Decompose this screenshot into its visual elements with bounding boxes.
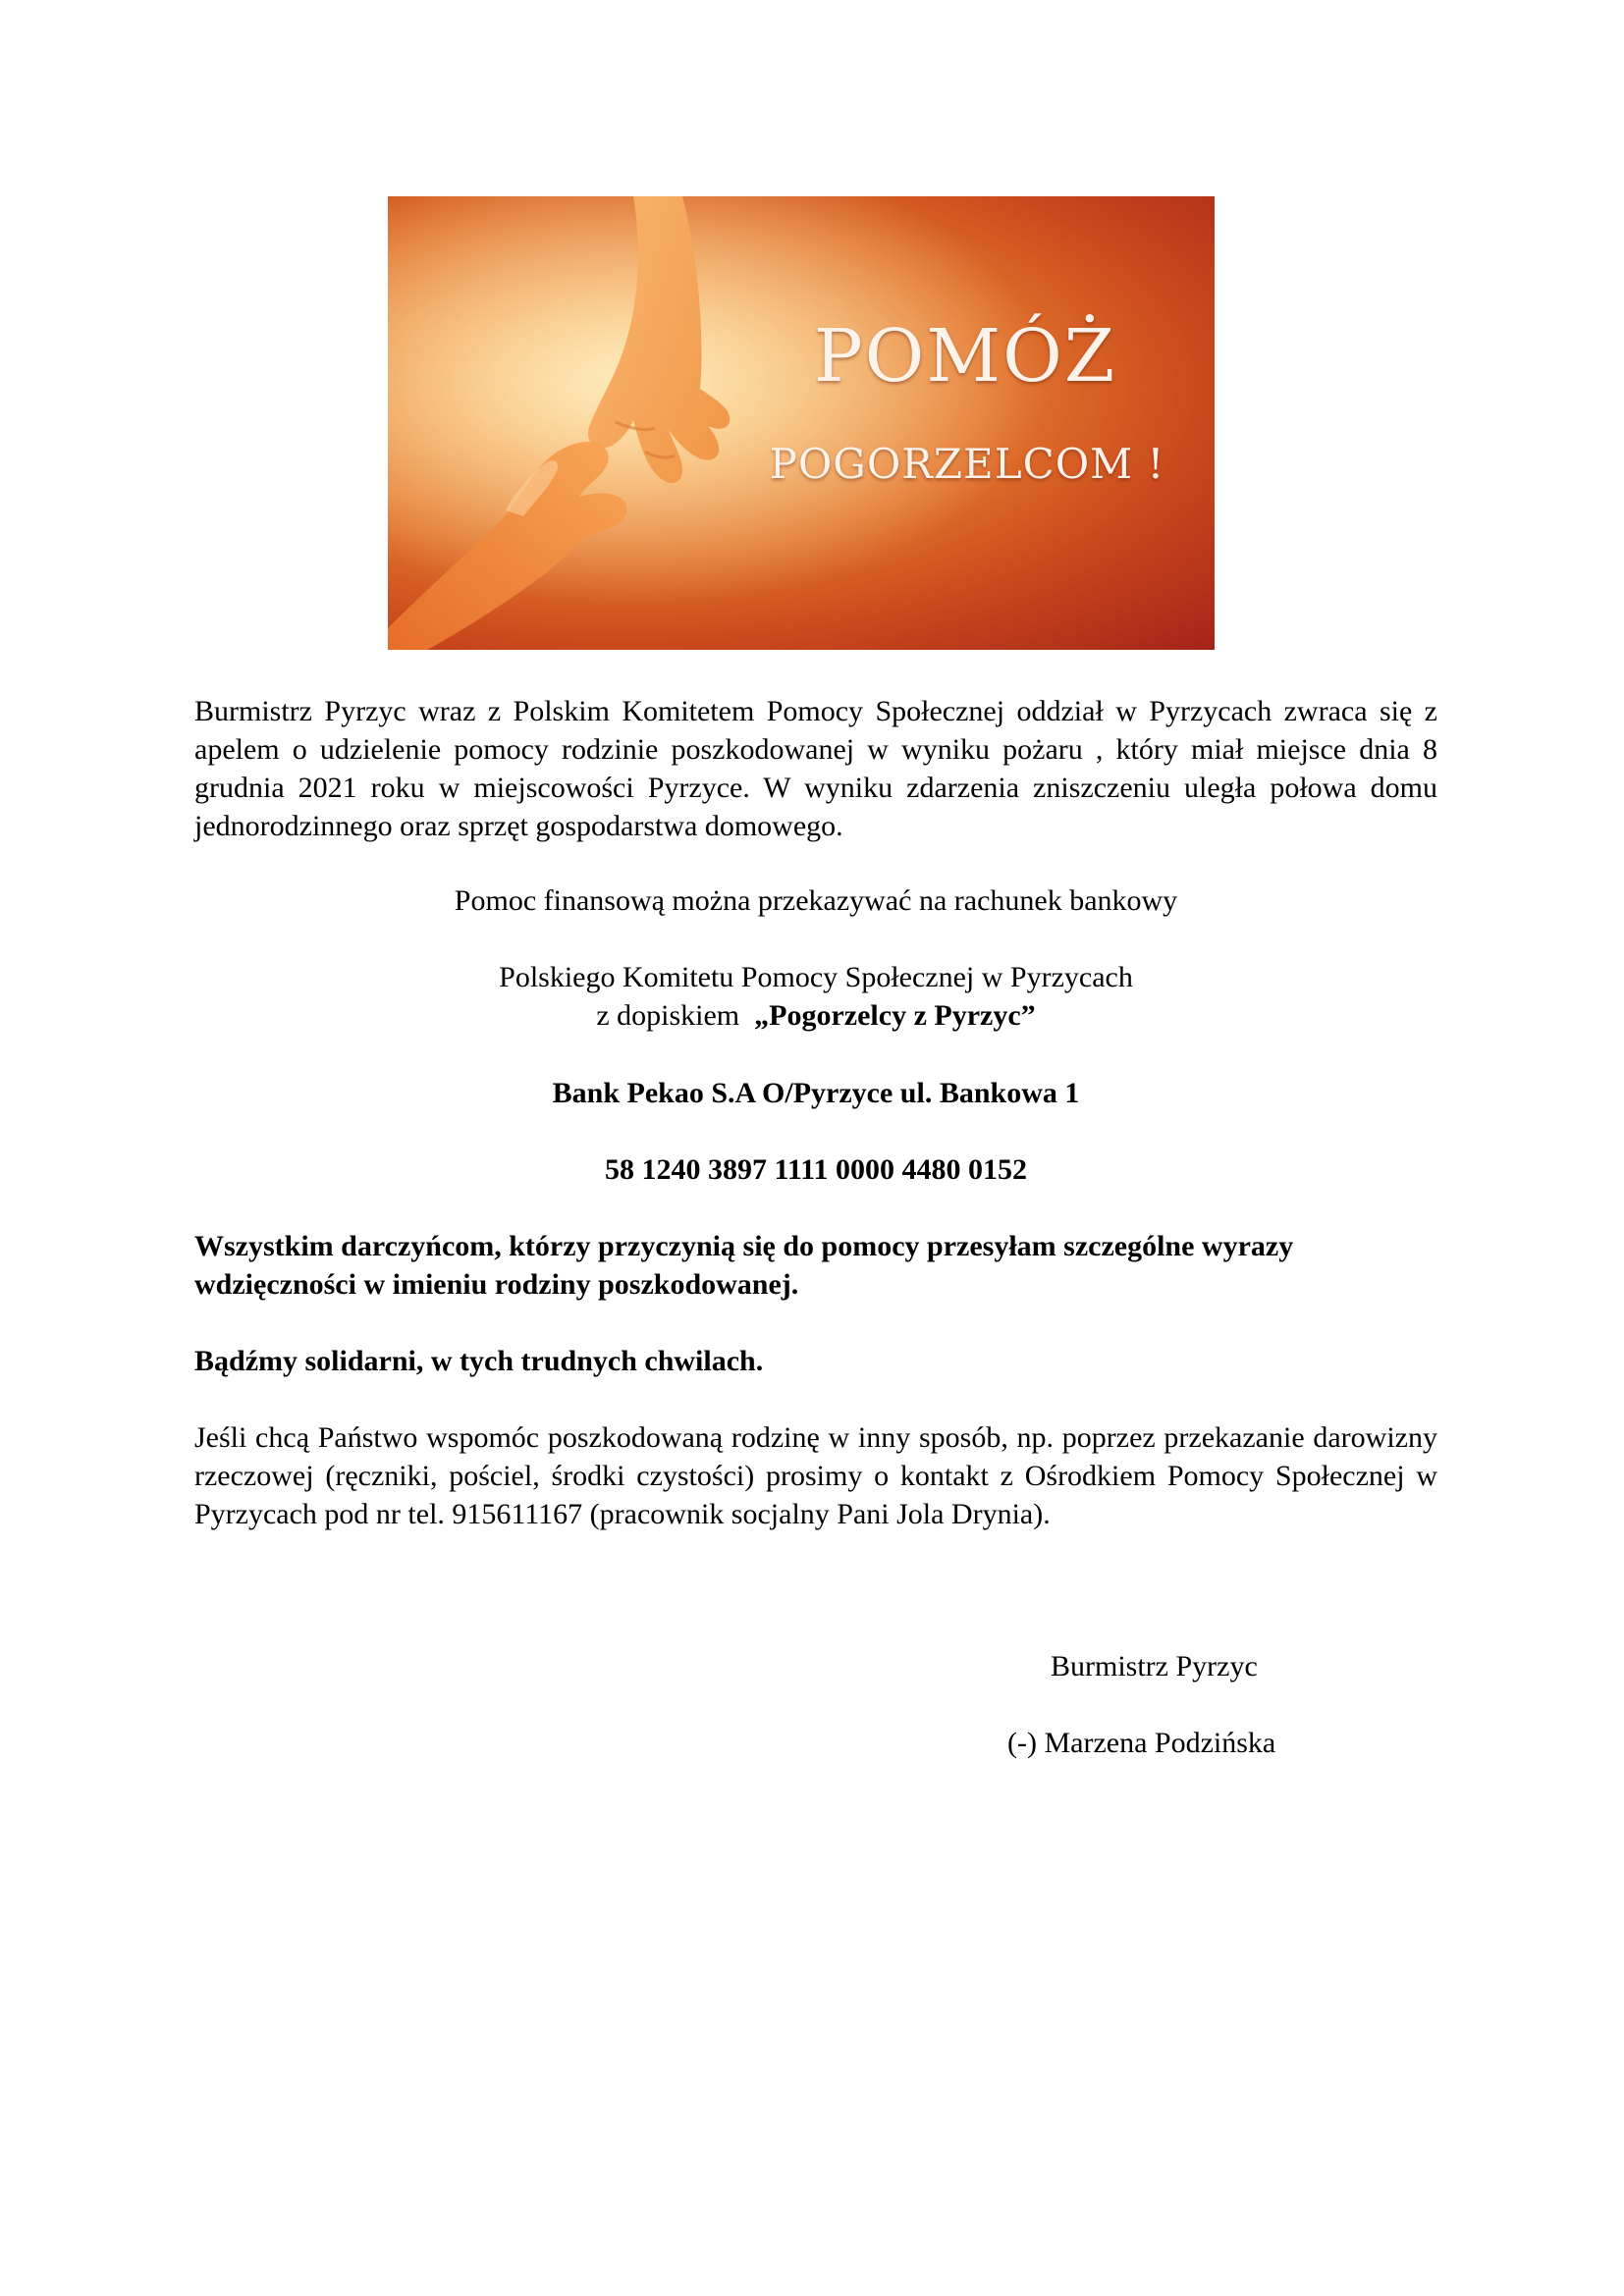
banner-image <box>388 196 1215 650</box>
intro-paragraph: Burmistrz Pyrzyc wraz z Polskim Komitetem Pomocy Społecznej oddział w Pyrzycach zwraca się z apelem o udzielenie pomocy rodzinie poszkodowanej w wyniku pożaru , który miał miejsce dnia 8 grudnia 2021 roku w miejscowości Pyrzyce. W wyniku zdarzenia zniszczeniu uległa połowa domu jednorodzinnego oraz sprzęt gospodarstwa domowego. <box>194 695 1437 842</box>
thanks-paragraph: Wszystkim darczyńcom, którzy przyczynią się do pomocy przesyłam szczególne wyrazy wdzięczności w imieniu rodziny poszkodowanej. <box>194 1230 1294 1301</box>
committee-note: „Pogorzelcy z Pyrzyc” <box>754 999 1036 1032</box>
contact-paragraph: Jeśli chcą Państwo wspomóc poszkodowaną rodzinę w inny sposób, np. poprzez przekazanie darowizny rzeczowej (ręczniki, pościel, środki czystości) prosimy o kontakt z Ośrodkiem Pomocy Społecznej w Pyrzycach pod nr tel. 915611167 (pracownik socjalny Pani Jola Drynia). <box>194 1421 1437 1530</box>
hands-holding-icon <box>388 196 1215 650</box>
bank-address: Bank Pekao S.A O/Pyrzyce ul. Bankowa 1 <box>552 1077 1080 1109</box>
signature-title: Burmistrz Pyrzyc <box>1051 1650 1258 1682</box>
account-number: 58 1240 3897 1111 0000 4480 0152 <box>604 1153 1028 1186</box>
banner-title: POMÓŻ <box>813 314 1117 399</box>
committee-note-prefix: z dopiskiem <box>596 999 755 1032</box>
committee-block <box>194 958 1437 1035</box>
committee-name: Polskiego Komitetu Pomocy Społecznej w Pyrzycach <box>499 961 1133 993</box>
solidarity-line: Bądźmy solidarni, w tych trudnych chwilach. <box>194 1345 764 1377</box>
transfer-info: Pomoc finansową można przekazywać na rachunek bankowy <box>454 884 1178 917</box>
signature-name: (-) Marzena Podzińska <box>1007 1727 1276 1759</box>
committee-note-line <box>194 996 1437 1035</box>
banner-subtitle: POGORZELCOM ! <box>769 440 1165 488</box>
